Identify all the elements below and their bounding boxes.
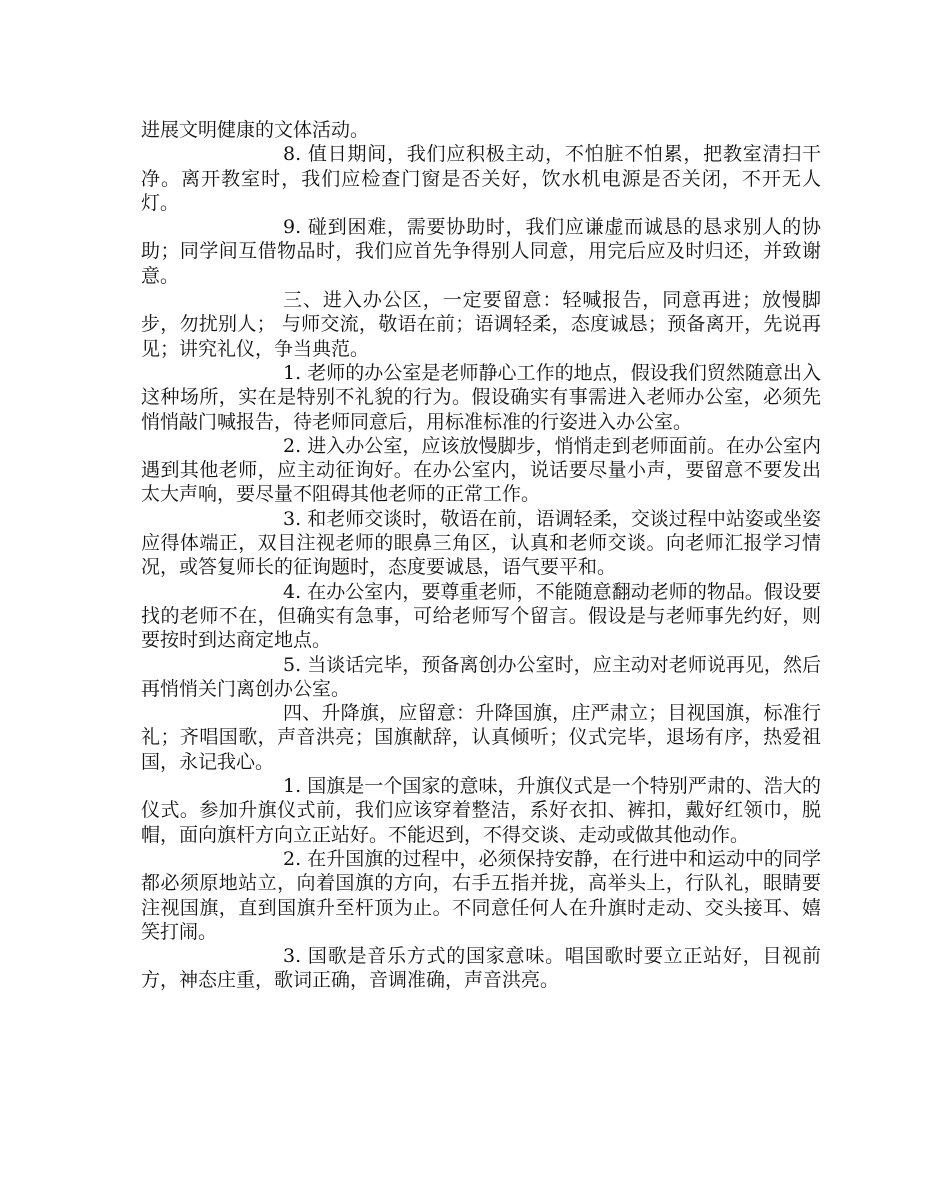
paragraph-6: 2. 进入办公室，应该放慢脚步，悄悄走到老师面前。在办公室内遇到其他老师，应主动征询好。在办公室内，说话要尽量小声，要留意不要发出太大声响，要尽量不阻碍其他老师的正常工作。 <box>141 434 821 506</box>
document-body <box>141 118 821 993</box>
paragraph-12: 2. 在升国旗的过程中，必须保持安静，在行进中和运动中的同学都必须原地站立，向着国旗的方向，右手五指并拢，高举头上，行队礼，眼睛要注视国旗，直到国旗升至杆顶为止。不同意任何人在升旗时走动、交头接耳、嬉笑打闹。 <box>141 847 821 943</box>
paragraph-8: 4. 在办公室内，要尊重老师，不能随意翻动老师的物品。假设要找的老师不在，但确实有急事，可给老师写个留言。假设是与老师事先约好，则要按时到达商定地点。 <box>141 580 821 652</box>
paragraph-3: 9. 碰到困难，需要协助时，我们应谦虚而诚恳的恳求别人的协助；同学间互借物品时，我们应首先争得别人同意，用完后应及时归还，并致谢意。 <box>141 216 821 287</box>
paragraph-5: 1. 老师的办公室是老师静心工作的地点，假设我们贸然随意出入这种场所，实在是特别不礼貌的行为。假设确实有事需进入老师办公室，必须先悄悄敲门喊报告，待老师同意后，用标准标准的行姿进入办公室。 <box>141 361 821 433</box>
section-heading-4: 四、升降旗，应留意：升降国旗，庄严肃立；目视国旗，标准行礼；齐唱国歌，声音洪亮；国旗献辞，认真倾听；仪式完毕，退场有序，热爱祖国，永记我心。 <box>141 702 821 773</box>
paragraph-11: 1. 国旗是一个国家的意味，升旗仪式是一个特别严肃的、浩大的仪式。参加升旗仪式前，我们应该穿着整洁，系好衣扣、裤扣，戴好红领巾，脱帽，面向旗杆方向立正站好。不能迟到，不得交谈、走动或做其他动作。 <box>141 775 821 846</box>
paragraph-1: 进展文明健康的文体活动。 <box>141 119 370 141</box>
paragraph-2: 8. 值日期间，我们应积极主动，不怕脏不怕累，把教室清扫干净。离开教室时，我们应检查门窗是否关好，饮水机电源是否关闭，不开无人灯。 <box>141 143 821 214</box>
paragraph-9: 5. 当谈话完毕，预备离创办公室时，应主动对老师说再见，然后再悄悄关门离创办公室。 <box>141 653 821 700</box>
paragraph-13: 3. 国歌是音乐方式的国家意味。唱国歌时要立正站好，目视前方，神态庄重，歌词正确，音调准确，声音洪亮。 <box>141 945 821 992</box>
paragraph-7: 3. 和老师交谈时，敬语在前，语调轻柔，交谈过程中站姿或坐姿应得体端正，双目注视老师的眼鼻三角区，认真和老师交谈。向老师汇报学习情况，或答复师长的征询题时，态度要诚恳，语气要平和。 <box>141 507 821 579</box>
section-heading-3: 三、进入办公区，一定要留意：轻喊报告，同意再进；放慢脚步，勿扰别人； 与师交流，敬语在前；语调轻柔，态度诚恳；预备离开，先说再见；讲究礼仪，争当典范。 <box>141 289 821 360</box>
